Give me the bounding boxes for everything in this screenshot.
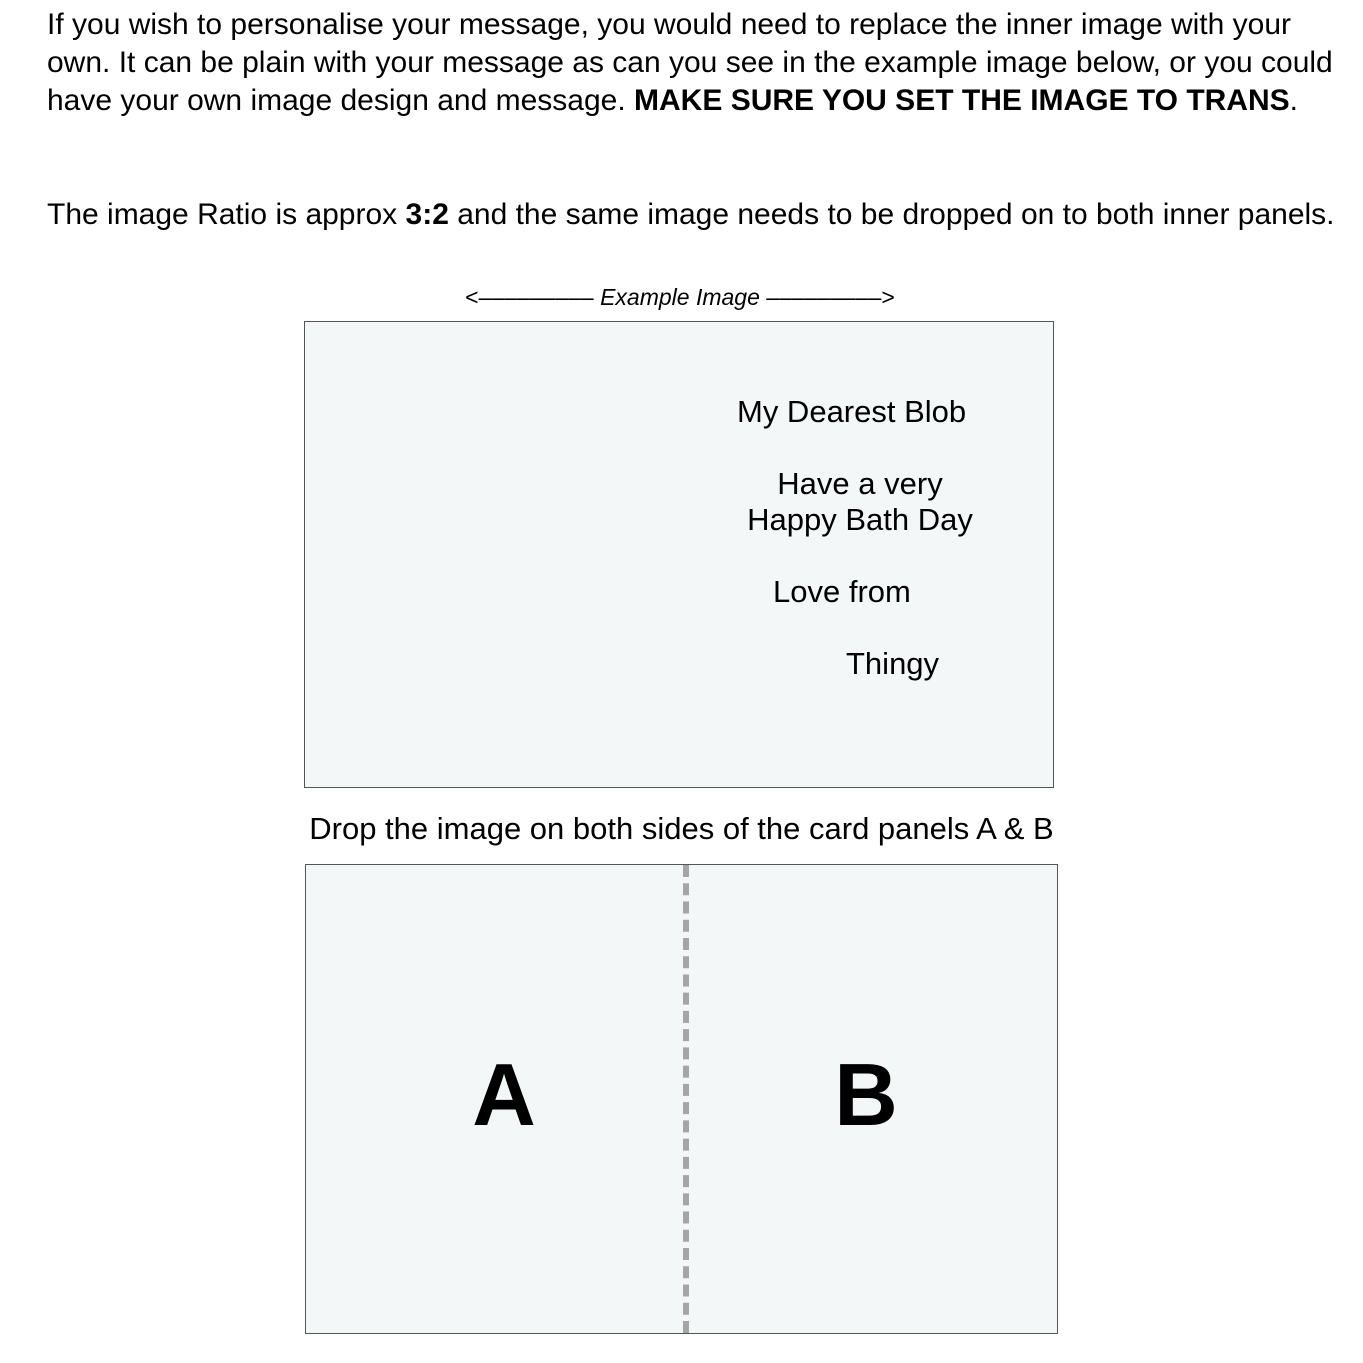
ratio-text-after: and the same image needs to be dropped on to both inner panels. [448, 198, 1335, 231]
arrow-right: –––––––––> [759, 284, 895, 310]
intro-period: . [1289, 84, 1298, 117]
trans-warning: MAKE SURE YOU SET THE IMAGE TO TRANS [634, 84, 1290, 117]
message-signature: Thingy [846, 646, 940, 681]
message-wish [735, 466, 985, 538]
example-image [304, 321, 1054, 788]
ratio-text-before: The image Ratio is approx [47, 198, 406, 231]
example-image-label: Example Image [600, 284, 760, 310]
panel-b-label: B [834, 1045, 898, 1144]
arrow-left: <––––––––– [465, 284, 601, 310]
message-wish-line-2: Happy Bath Day [747, 502, 973, 537]
panel-a-label: A [472, 1045, 536, 1144]
drop-instruction: Drop the image on both sides of the card panels A & B [309, 811, 1054, 846]
ratio-paragraph [47, 196, 1337, 234]
intro-paragraph [47, 6, 1337, 120]
message-love-from: Love from [773, 574, 911, 609]
intro-text: If you wish to personalise your message, you would need to replace the inner image with your own. It can be plain with your message as can you see in the example image below, or you could have your own image design and message. [47, 8, 1333, 117]
message-wish-line-1: Have a very [777, 466, 943, 501]
fold-line [683, 865, 689, 1333]
message-greeting: My Dearest Blob [737, 394, 967, 429]
example-image-caption [300, 282, 1060, 312]
card-panels [305, 864, 1058, 1334]
ratio-value: 3:2 [405, 198, 449, 231]
